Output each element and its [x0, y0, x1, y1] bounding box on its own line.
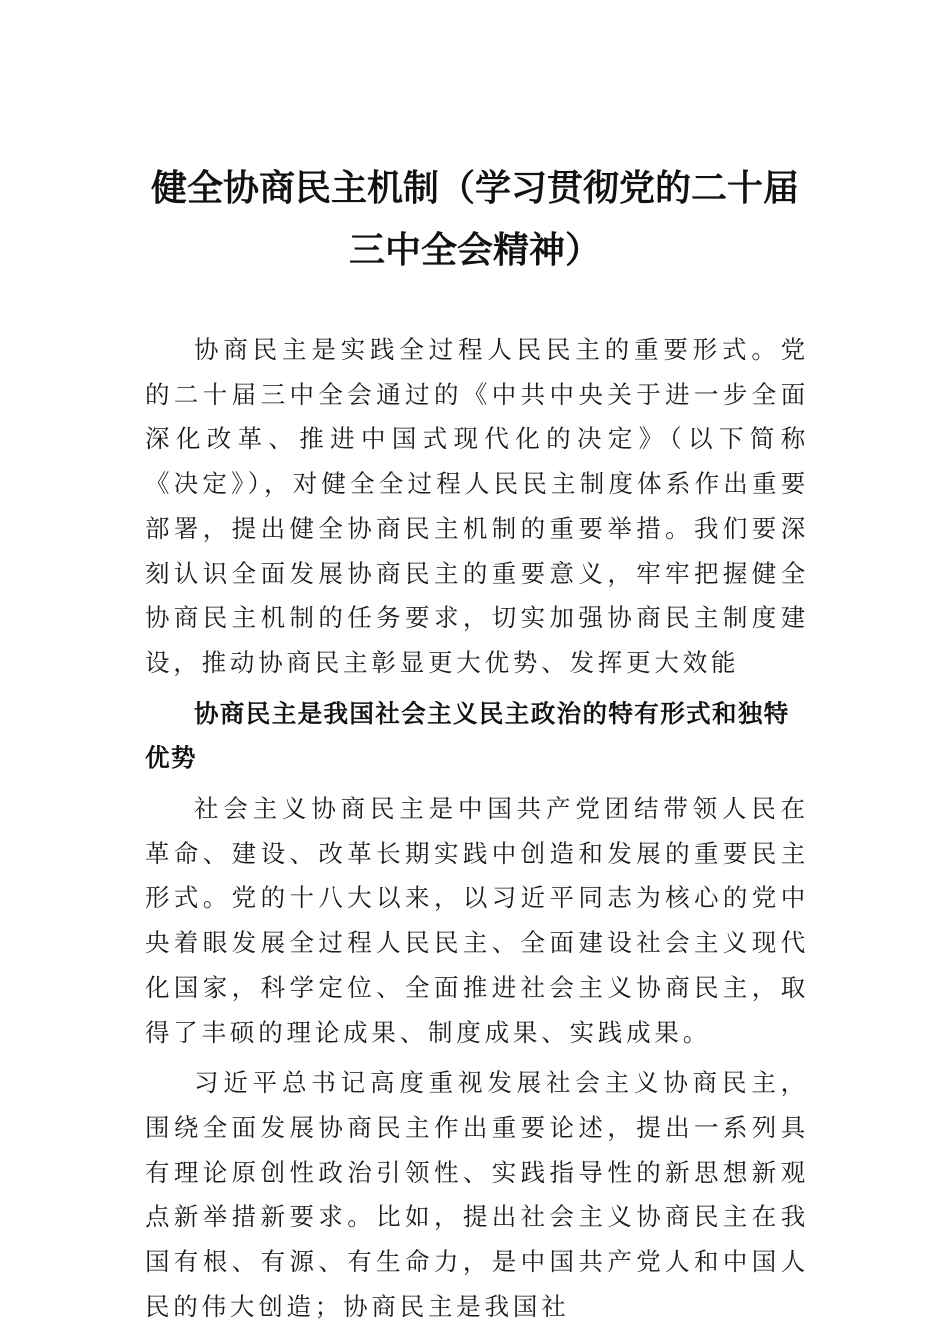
document-title-line-2: 三中全会精神）	[348, 229, 601, 271]
document-title-line-1: 健全协商民主机制（学习贯彻党的二十届	[150, 167, 799, 209]
document-body	[145, 328, 809, 1329]
intro-paragraph: 协商民主是实践全过程人民民主的重要形式。党的二十届三中全会通过的《中共中央关于进一步全面深化改革、推进中国式现代化的决定》（以下简称《决定》），对健全全过程人民民主制度体系作出重要部署，提出健全协商民主机制的重要举措。我们要深刻认识全面发展协商民主的重要意义，牢牢把握健全协商民主机制的任务要求，切实加强协商民主制度建设，推动协商民主彰显更大优势、发挥更大效能	[145, 335, 809, 677]
section-heading: 协商民主是我国社会主义民主政治的特有形式和独特优势	[145, 698, 790, 773]
section-paragraph-2: 习近平总书记高度重视发展社会主义协商民主，围绕全面发展协商民主作出重要论述，提出一系列具有理论原创性政治引领性、实践指导性的新思想新观点新举措新要求。比如，提出社会主义协商民主在我国有根、有源、有生命力，是中国共产党人和中国人民的伟大创造；协商民主是我国社	[145, 1068, 809, 1321]
section-paragraph-1: 社会主义协商民主是中国共产党团结带领人民在革命、建设、改革长期实践中创造和发展的重要民主形式。党的十八大以来，以习近平同志为核心的党中央着眼发展全过程人民民主、全面建设社会主义现代化国家，科学定位、全面推进社会主义协商民主，取得了丰硕的理论成果、制度成果、实践成果。	[145, 794, 809, 1047]
